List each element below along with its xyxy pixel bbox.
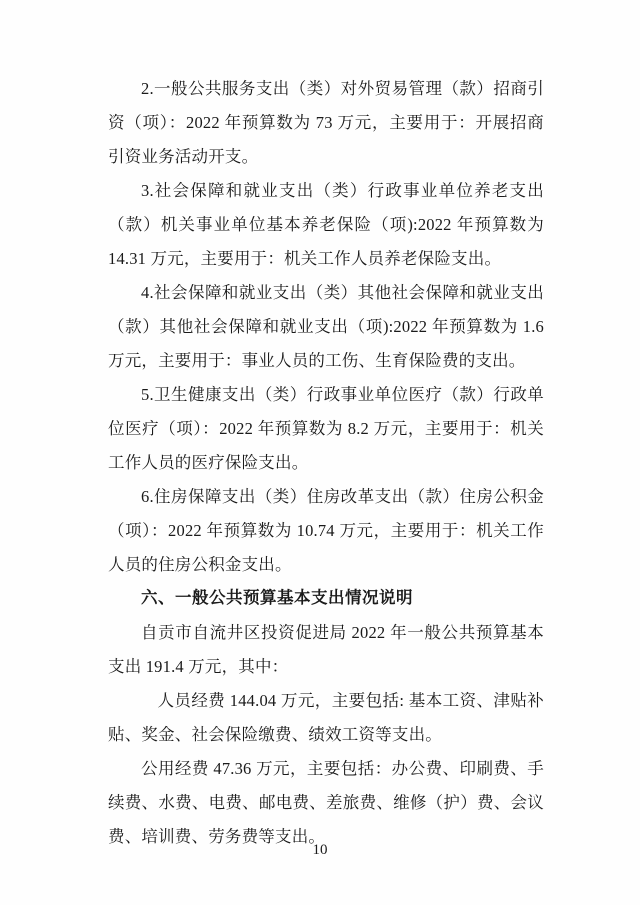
paragraph: 自贡市自流井区投资促进局 2022 年一般公共预算基本支出 191.4 万元，其中： bbox=[108, 622, 544, 676]
paragraph: 3.社会保障和就业支出（类）行政事业单位养老支出（款）机关事业单位基本养老保险（项):2022 年预算数为 14.31 万元，主要用于：机关工作人员养老保险支出。 bbox=[108, 180, 544, 268]
paragraph: 4.社会保障和就业支出（类）其他社会保障和就业支出（款）其他社会保障和就业支出（项):2022 年预算数为 1.6 万元，主要用于：事业人员的工伤、生育保险费的支出。 bbox=[108, 282, 544, 370]
paragraph: 人员经费 144.04 万元，主要包括: 基本工资、津贴补贴、奖金、社会保险缴费、绩效工资等支出。 bbox=[108, 690, 544, 744]
paragraph: 5.卫生健康支出（类）行政事业单位医疗（款）行政单位医疗（项）：2022 年预算数为 8.2 万元，主要用于：机关工作人员的医疗保险支出。 bbox=[108, 384, 544, 472]
section-heading: 六、一般公共预算基本支出情况说明 bbox=[141, 588, 413, 607]
paragraph: 2.一般公共服务支出（类）对外贸易管理（款）招商引资（项）：2022 年预算数为 73 万元，主要用于：开展招商引资业务活动开支。 bbox=[108, 79, 544, 166]
paragraph: 6.住房保障支出（类）住房改革支出（款）住房公积金（项）：2022 年预算数为 10.74 万元，主要用于：机关工作人员的住房公积金支出。 bbox=[108, 486, 544, 574]
document-body bbox=[108, 72, 544, 854]
paragraph: 公用经费 47.36 万元，主要包括：办公费、印刷费、手续费、水费、电费、邮电费、差旅费、维修（护）费、会议费、培训费、劳务费等支出。 bbox=[108, 758, 544, 846]
page-number: 10 bbox=[312, 842, 328, 858]
